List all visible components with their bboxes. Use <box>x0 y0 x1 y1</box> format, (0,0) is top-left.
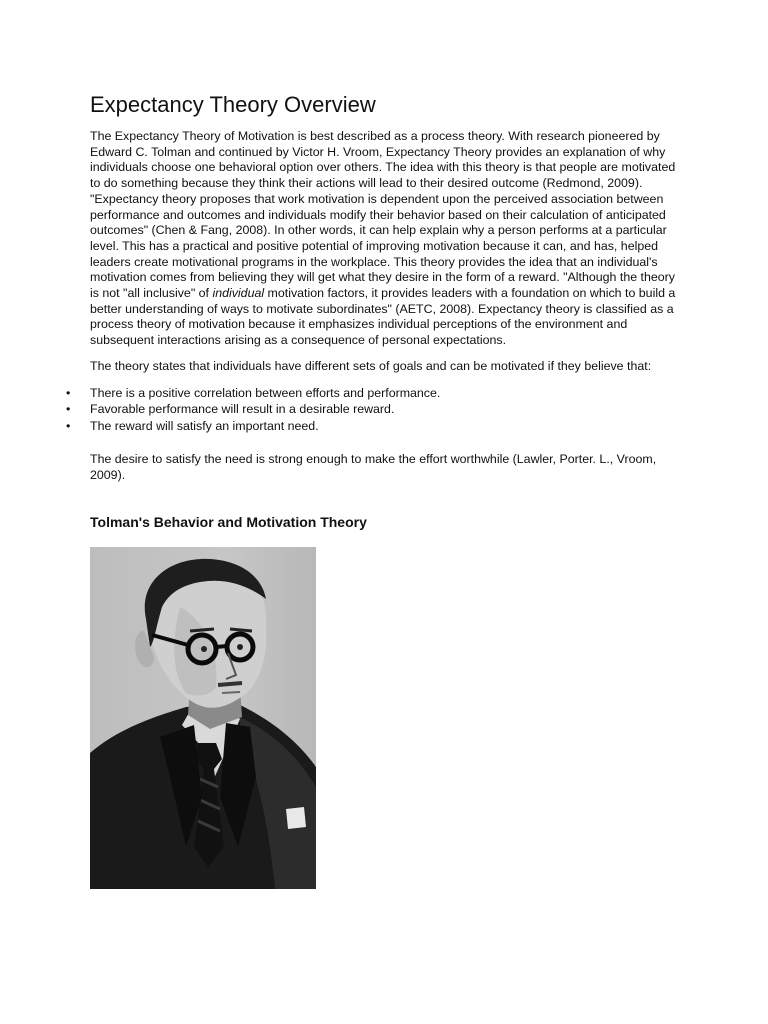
document-page <box>90 90 680 889</box>
bullet-item: • The reward will satisfy an important need. <box>90 418 680 435</box>
belief-bullet-list <box>90 385 680 435</box>
intro-paragraph-part-1: The Expectancy Theory of Motivation is best described as a process theory. With research pioneered by Edward C. Tolman and continued by Victor H. Vroom, Expectancy Theory provides an explanation of why individuals choose one behavioral option over others. The idea with this theory is that people are motivated to do something because they think their actions will lead to their desired outcome (Redmond, 2009). "Expectancy theory proposes that work motivation is dependent upon the perceived association between performance and outcomes and individuals modify their behavior based on their calculation of anticipated outcomes" (Chen & Fang, 2008). In other words, it can help explain why a person performs at a particular level. This has a practical and positive potential of improving motivation because it can, and has, helped leaders create motivational programs in the workplace. This theory provides the idea that an individual's motivation comes from believing they will get what they desire in the form of a reward. "Although the theory is not "all inclusive" of <box>90 129 676 301</box>
intro-paragraph <box>90 129 680 349</box>
intro-paragraph-part-2: motivation factors, it provides leaders with a foundation on which to build a better understanding of ways to motivate subordinates" (AETC, 2008). Expectancy theory is classified as a process theory of motivation because it emphasizes individual perceptions of the environment and subsequent interactions arising as a consequence of personal expectations. <box>90 286 676 348</box>
tolman-portrait-photo <box>90 547 316 889</box>
conclusion-paragraph: The desire to satisfy the need is strong enough to make the effort worthwhile (Lawler, Porter. L., Vroom, 2009). <box>90 452 657 482</box>
section-heading: Tolman's Behavior and Motivation Theory <box>90 514 367 531</box>
bullet-item: • There is a positive correlation between efforts and performance. <box>90 385 680 402</box>
theory-statement-paragraph: The theory states that individuals have different sets of goals and can be motivated if they believe that: <box>90 358 652 373</box>
bullet-item: • Favorable performance will result in a desirable reward. <box>90 401 680 418</box>
page-title: Expectancy Theory Overview <box>90 92 376 117</box>
intro-paragraph-italic: individual <box>212 286 265 301</box>
